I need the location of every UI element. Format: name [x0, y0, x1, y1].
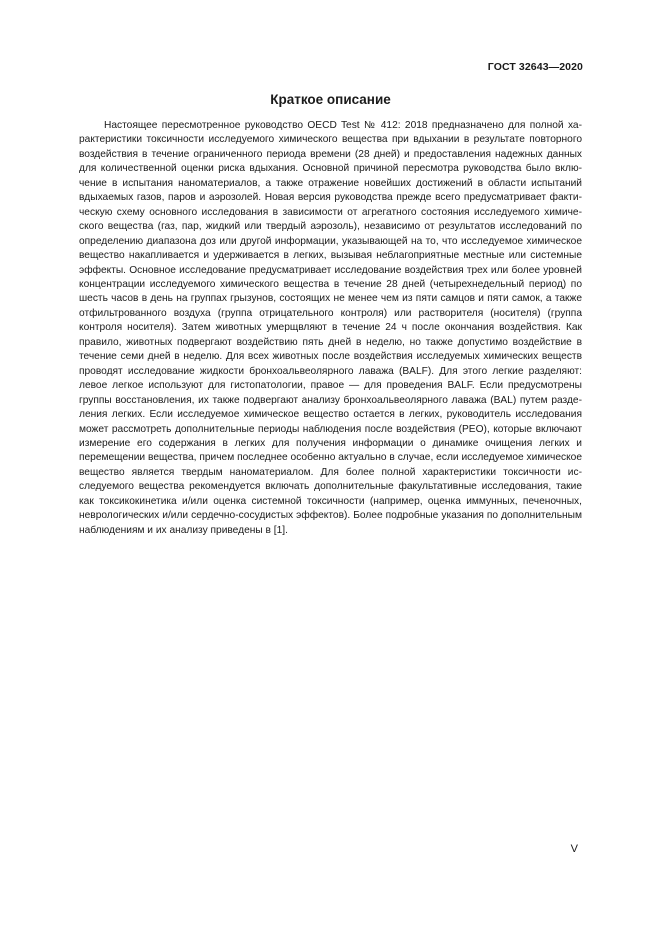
- section-title: Краткое описание: [270, 92, 391, 107]
- body-paragraph: Настоящее пересмотренное руководство OECD Test № 412: 2018 предназначено для полной характеристики токсичности исследуемого химического вещества при вдыхании в результате повторного воздействия в течение ограниченного периода времени (28 дней) и предоставления надежных данных для количественной оценки риска вдыхания. Основной причиной пересмотра руководства было включение в испытания наноматериалов, а также отражение новейших достижений в области испытаний вдыхаемых газов, паров и аэрозолей. Новая версия руководства прежде всего предусматривает фактическую схему основного исследования в зависимости от агрегатного состояния исследуемого химического вещества (газ, пар, жидкий или твердый аэрозоль), независимо от результатов исследований по определению диапазона доз или другой информации, указывающей на то, что исследуемое химическое вещество накапливается и удерживается в легких, вызывая неблагоприятные местные или системные эффекты. Основное исследование предусматривает исследование воздействия трех или более уровней концентрации исследуемого химического вещества в течение 28 дней (четырехнедельный период) по шесть часов в день на группах грызунов, состоящих не менее чем из пяти самцов и пяти самок, а также отфильтрованного воздуха (группа отрицательного контроля) или растворителя (носителя) (группа контроля носителя). Затем животных умерщвляют в течение 24 ч после окончания воздействия. Как правило, животных подвергают воздействию пять дней в неделю, но также допустимо воздействие в течение семи дней в неделю. Для всех животных после воздействия исследуемых химических веществ проводят исследование жидкости бронхоальвеолярного лаважа (BALF). Для этого легкие разделяют: левое легкое используют для гистопатологии, правое — для проведения BALF. Если предусмотрены группы восстановления, их также подвергают анализу бронхоальвеолярного лаважа (BAL) путем разделения легких. Если исследуемое химическое вещество остается в легких, руководитель исследования может рассмотреть дополнительные периоды наблюдения после воздействия (PEO), которые включают измерение его содержания в легких для получения информации о динамике очищения легких и перемещении вещества, причем последнее особенно актуально в случае, если исследуемое химическое вещество является твердым наноматериалом. Для более полной характеристики токсичности исследуемого вещества рекомендуется включать дополнительные факультативные исследования, такие как токсикокинетика и/или оценка системной токсичности (например, оценка иммунных, печеночных, неврологических и/или сердечно-сосудистых эффектов). Более подробные указания по дополнительным наблюдениям и их анализу приведены в [1].: [79, 120, 582, 536]
- page-number: V: [570, 843, 578, 855]
- document-code: ГОСТ 32643—2020: [487, 61, 583, 73]
